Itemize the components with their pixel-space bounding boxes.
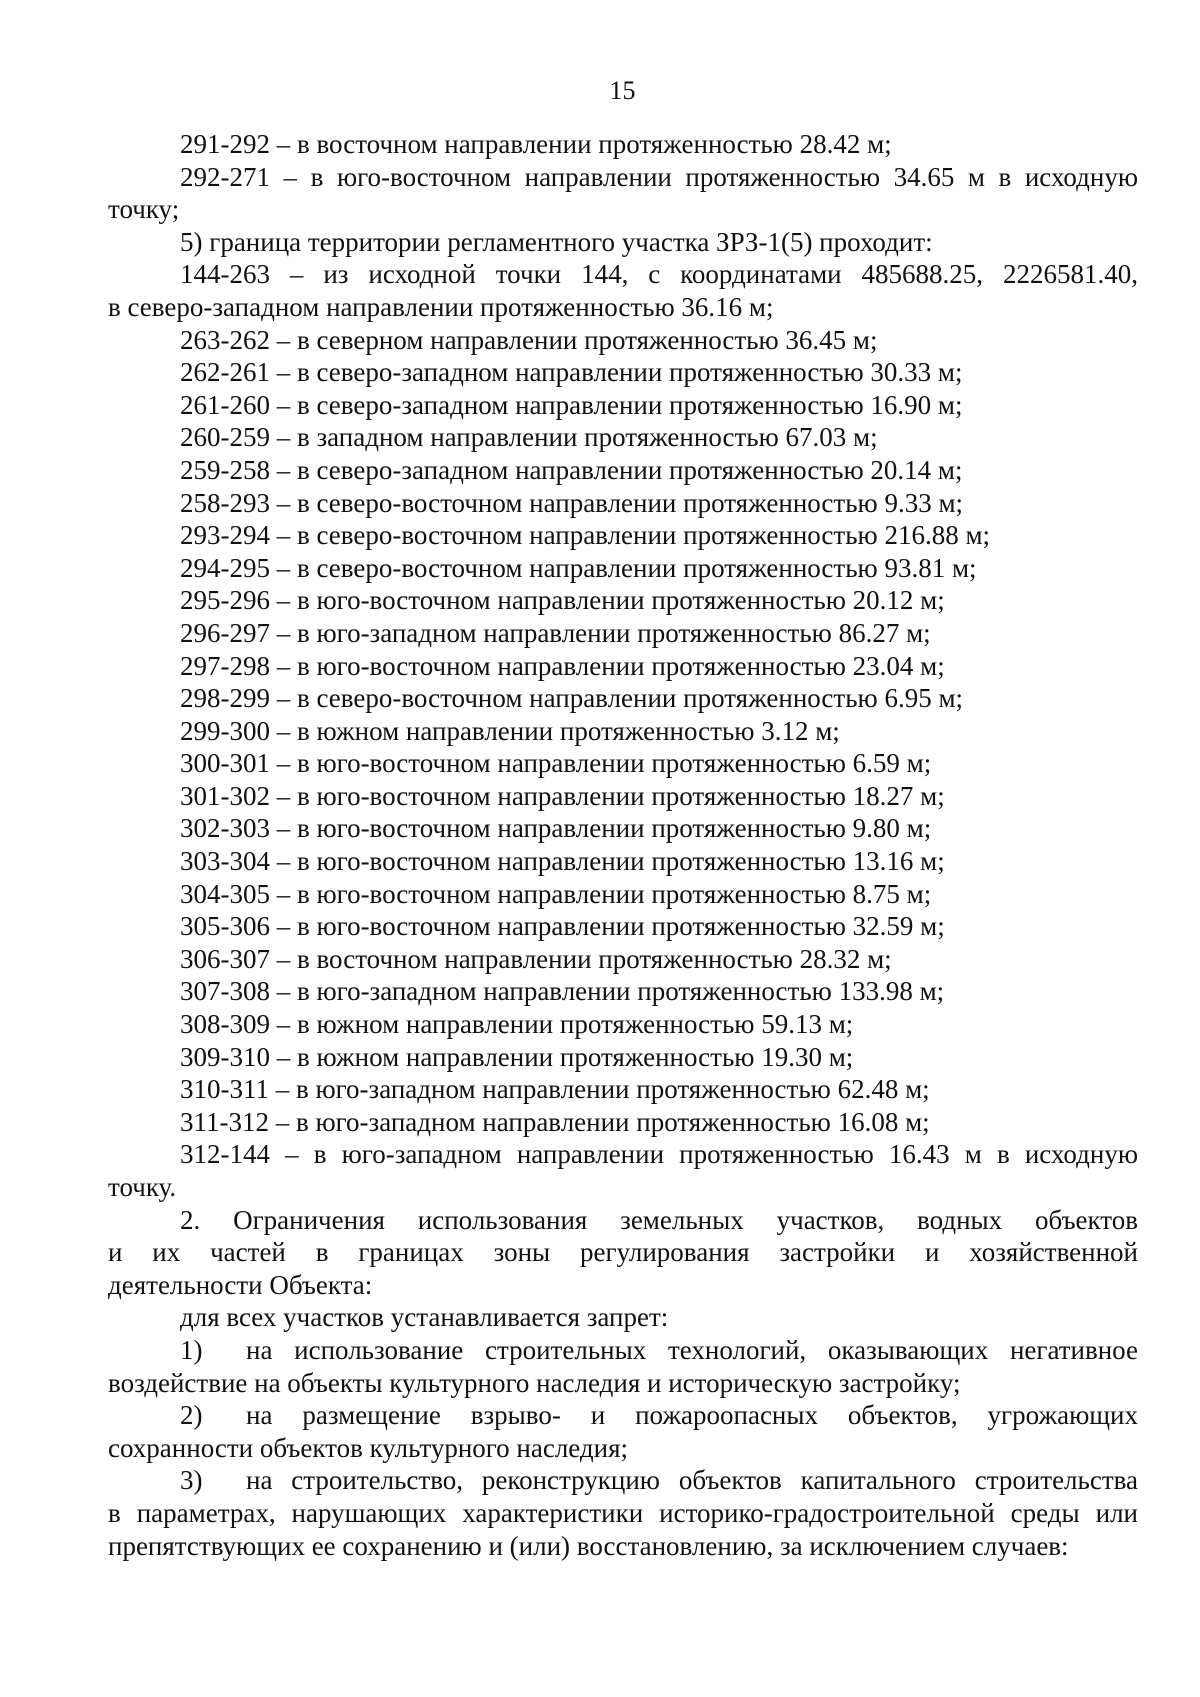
segment-line: 310-311 – в юго-западном направлении протяженностью 62.48 м; <box>180 1074 930 1105</box>
segment-line: 263-262 – в северном направлении протяженностью 36.45 м; <box>180 324 878 355</box>
segment-line: 303-304 – в юго-восточном направлении протяженностью 13.16 м; <box>180 846 945 877</box>
segment-line: 307-308 – в юго-западном направлении протяженностью 133.98 м; <box>180 976 945 1007</box>
ban-item-continuation: препятствующих ее сохранению и (или) восстановлению, за исключением случаев: <box>108 1530 1069 1561</box>
segment-list <box>108 324 1138 1139</box>
page-number: 15 <box>609 76 636 105</box>
ban-item-1 <box>108 1334 1138 1367</box>
segment-line: 144-263 – из исходной точки 144, с координатами 485688.25, 2226581.40, <box>180 259 1138 290</box>
segment-line: 260-259 – в западном направлении протяженностью 67.03 м; <box>180 422 878 453</box>
segment-line: 304-305 – в юго-восточном направлении протяженностью 8.75 м; <box>180 878 932 909</box>
segment-line-continuation: в северо-западном направлении протяженностью 36.16 м; <box>108 291 774 322</box>
ban-item-continuation: в параметрах, нарушающих характеристики историко-градостроительной среды или <box>108 1497 1138 1528</box>
segment-line: 297-298 – в юго-восточном направлении протяженностью 23.04 м; <box>180 650 945 681</box>
segment-line: 309-310 – в южном направлении протяженностью 19.30 м; <box>180 1041 854 1072</box>
ban-item-2 <box>108 1399 1138 1432</box>
segment-line: 301-302 – в юго-восточном направлении протяженностью 18.27 м; <box>180 780 945 811</box>
segment-line: 292-271 – в юго-восточном направлении протяженностью 34.65 м в исходную <box>180 161 1138 192</box>
segment-line: 294-295 – в северо-восточном направлении протяженностью 93.81 м; <box>180 552 977 583</box>
segment-line: 295-296 – в юго-восточном направлении протяженностью 20.12 м; <box>180 585 945 616</box>
zone-boundary-heading: 5) граница территории регламентного участка ЗРЗ-1(5) проходит: <box>180 226 933 257</box>
ban-item-continuation: сохранности объектов культурного наследия; <box>108 1432 629 1463</box>
ban-item-text: на строительство, реконструкцию объектов капитального строительства <box>246 1465 1138 1496</box>
segment-line: 308-309 – в южном направлении протяженностью 59.13 м; <box>180 1009 854 1040</box>
ban-item-continuation: воздействие на объекты культурного наследия и историческую застройку; <box>108 1367 961 1398</box>
segment-line: 306-307 – в восточном направлении протяженностью 28.32 м; <box>180 943 892 974</box>
segment-line: 259-258 – в северо-западном направлении протяженностью 20.14 м; <box>180 454 963 485</box>
ban-item-number: 2) <box>180 1400 203 1431</box>
segment-line: 312-144 – в юго-западном направлении протяженностью 16.43 м в исходную <box>180 1139 1138 1170</box>
segment-line: 311-312 – в юго-западном направлении протяженностью 16.08 м; <box>180 1106 930 1137</box>
ban-item-number: 1) <box>180 1334 203 1365</box>
ban-item-text: на размещение взрыво- и пожароопасных объектов, угрожающих <box>246 1400 1138 1431</box>
section-2-text: деятельности Объекта: <box>108 1269 373 1300</box>
segment-line: 302-303 – в юго-восточном направлении протяженностью 9.80 м; <box>180 813 932 844</box>
section-2-heading: 2. Ограничения использования земельных участков, водных объектов <box>180 1204 1138 1235</box>
segment-line: 296-297 – в юго-западном направлении протяженностью 86.27 м; <box>180 617 931 648</box>
segment-line: 299-300 – в южном направлении протяженностью 3.12 м; <box>180 715 840 746</box>
ban-item-number: 3) <box>180 1465 203 1496</box>
section-2-text: и их частей в границах зоны регулирования застройки и хозяйственной <box>108 1237 1138 1268</box>
segment-line: 300-301 – в юго-восточном направлении протяженностью 6.59 м; <box>180 748 932 779</box>
ban-item-text: на использование строительных технологий, оказывающих негативное <box>246 1334 1138 1365</box>
ban-item-3 <box>108 1464 1138 1497</box>
segment-line-continuation: точку. <box>108 1172 177 1202</box>
segment-line: 293-294 – в северо-восточном направлении протяженностью 216.88 м; <box>180 520 991 551</box>
segment-line: 305-306 – в юго-восточном направлении протяженностью 32.59 м; <box>180 911 945 942</box>
document-body <box>108 128 1138 1562</box>
ban-intro: для всех участков устанавливается запрет: <box>180 1302 669 1333</box>
segment-line: 291-292 – в восточном направлении протяженностью 28.42 м; <box>180 129 892 159</box>
segment-line: 262-261 – в северо-западном направлении протяженностью 30.33 м; <box>180 357 963 388</box>
segment-line: 298-299 – в северо-восточном направлении протяженностью 6.95 м; <box>180 683 964 714</box>
segment-line-continuation: точку; <box>108 194 180 225</box>
segment-line: 261-260 – в северо-западном направлении протяженностью 16.90 м; <box>180 389 963 420</box>
segment-line: 258-293 – в северо-восточном направлении протяженностью 9.33 м; <box>180 487 964 518</box>
